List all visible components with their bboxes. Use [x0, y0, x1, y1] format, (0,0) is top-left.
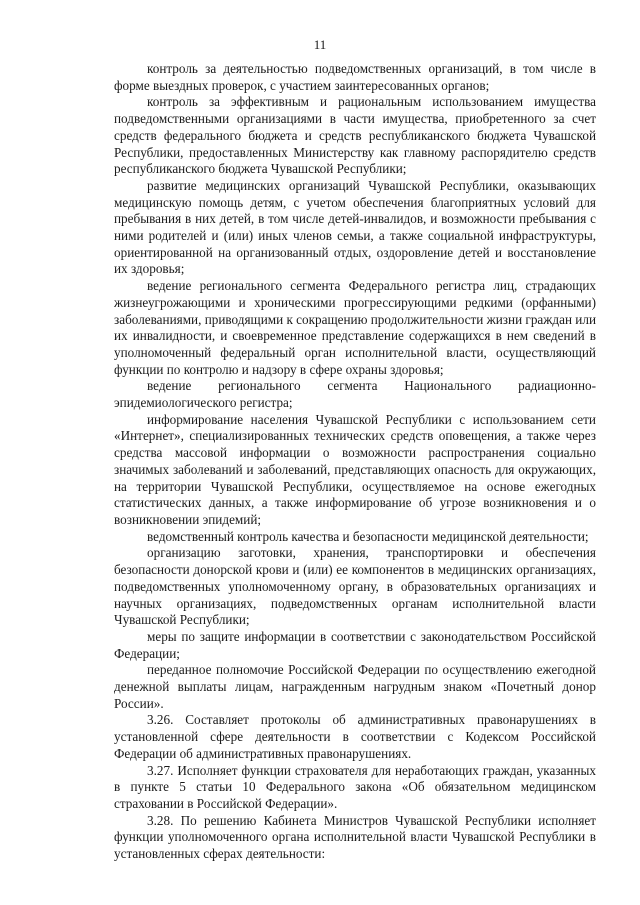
- paragraph: 3.27. Исполняет функции страхователя для неработающих граждан, указанных в пункте 5 статьи 10 Федерального закона «Об обязательном медицинском страховании в Российской Федерации».: [114, 762, 596, 811]
- paragraph: ведомственный контроль качества и безопасности медицинской деятельности;: [147, 528, 589, 544]
- paragraph: 3.28. По решению Кабинета Министров Чувашской Республики исполняет функции уполномоченного органа исполнительной власти Чувашской Республики в установленных сферах деятельности:: [114, 812, 596, 862]
- document-body: [114, 61, 596, 863]
- paragraph: ведение регионального сегмента Национального радиационно-эпидемиологического регистра;: [114, 378, 596, 411]
- paragraph: организацию заготовки, хранения, транспортировки и обеспечения безопасности донорской крови и (или) ее компонентов в медицинских организациях, подведомственных уполномоченному органу, в образовательных организациях и научных организациях, подведомственных органам исполнительной власти Чувашской Республики;: [114, 545, 596, 628]
- paragraph: контроль за деятельностью подведомственных организаций, в том числе в форме выездных проверок, с участием заинтересованных органов;: [114, 61, 596, 93]
- paragraph: 3.26. Составляет протоколы об административных правонарушениях в установленной сфере деятельности в соответствии с Кодексом Российской Федерации об административных правонарушениях.: [114, 712, 596, 761]
- paragraph: ведение регионального сегмента Федерального регистра лиц, страдающих жизнеугрожающими и хроническими прогрессирующими редкими (орфанными) заболеваниями, приводящими к сокращению продолжительности жизни граждан или их инвалидности, и своевременное представление содержащихся в нем сведений в уполномоченный федеральный орган исполнительной власти, осуществляющий функции по контролю и надзору в сфере охраны здоровья;: [114, 278, 597, 377]
- paragraph: контроль за эффективным и рациональным использованием имущества подведомственными организациями в части имущества, приобретенного за счет средств федерального бюджета и средств республиканского бюджета Чувашской Республики, предоставленных Министерству как главному распорядителю средств республиканского бюджета Чувашской Республики;: [114, 94, 596, 177]
- paragraph: информирование населения Чувашской Республики с использованием сети «Интернет», специализированных технических средств оповещения, а также через средства массовой информации о возможности распространения социально значимых заболеваний и заболеваний, представляющих опасность для окружающих, на территории Чувашской Республики, осуществляемое на основе ежегодных статистических данных, а также информирование об угрозе возникновения и о возникновении эпидемий;: [114, 411, 596, 527]
- paragraph: развитие медицинских организаций Чувашской Республики, оказывающих медицинскую помощь детям, с учетом обеспечения благоприятных условий для пребывания в них детей, в том числе детей-инвалидов, и возможности пребывания с ними родителей и (или) иных членов семьи, а также социальной инфраструктуры, ориентированной на организованный отдых, оздоровление детей и восстановление их здоровья;: [114, 177, 596, 277]
- paragraph: переданное полномочие Российской Федерации по осуществлению ежегодной денежной выплаты лицам, награжденным нагрудным знаком «Почетный донор России».: [114, 662, 596, 711]
- paragraph: меры по защите информации в соответствии с законодательством Российской Федерации;: [114, 628, 596, 661]
- page-number: 11: [313, 37, 327, 52]
